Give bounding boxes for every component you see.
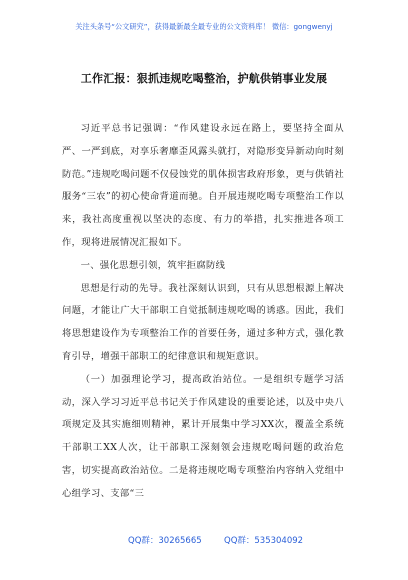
paragraph-study: （一）加强理论学习，提高政治站位。一是组织专题学习活动，深入学习习近平总书记关于作风建设的重要论述，以及中央八项规定及其实施细则精神，累计开展集中学习XX次，覆盖全系统干部职工XX人次，让干部职工深刻领会违规吃喝问题的政治危害，切实提高政治站位。二是将违规吃喝专项整治内容纳入党组中心组学习、支部“三 (62, 373, 344, 499)
footer-qq-group-2: QQ群：535304092 (224, 536, 304, 546)
document-body (62, 118, 344, 506)
top-banner: 关注头条号“公文研究”，获得最新最全最专业的公文资料库！ 微信：gongwenyj (75, 22, 333, 31)
paragraph-thought: 思想是行动的先导。我社深刻认识到，只有从思想根源上解决问题，才能让广大干部职工自觉抵制违规吃喝的诱惑。因此，我们将思想建设作为专项整治工作的首要任务，通过多种方式，强化教育引导，增强干部职工的纪律意识和规矩意识。 (62, 282, 344, 362)
footer (0, 534, 408, 550)
section-heading: 一、强化思想引领，筑牢拒腐防线 (80, 259, 226, 271)
paragraph-intro: 习近平总书记强调：“作风建设永远在路上，要坚持全面从严、一严到底，对享乐奢靡歪风露头就打，对隐形变异新动向时刻防范。”违规吃喝问题不仅侵蚀党的肌体损害政府形象，更与供销社服务“三农”的初心使命背道而驰。自开展违规吃喝专项整治工作以来，我社高度重视以坚决的态度、有力的举措，扎实推进各项工作，现将进展情况汇报如下。 (62, 123, 344, 248)
footer-qq-group-1: QQ群：30265665 (128, 536, 202, 546)
document-title: 工作汇报：狠抓违规吃喝整治，护航供销事业发展 (80, 72, 328, 85)
